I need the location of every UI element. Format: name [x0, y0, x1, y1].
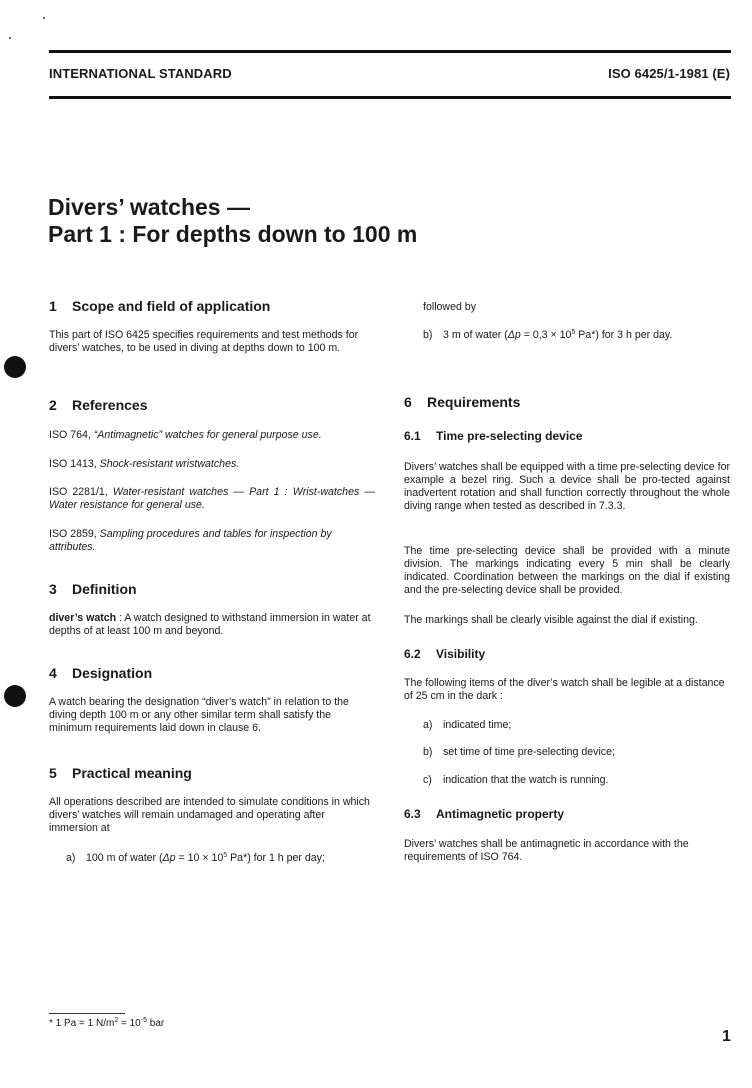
subsection-number: 6.3: [404, 807, 421, 821]
list-item: [66, 852, 325, 865]
subsection-title: Antimagnetic property: [436, 807, 565, 821]
list-marker: b): [423, 329, 433, 341]
section-2-heading: [49, 397, 148, 413]
paragraph: Divers’ watches shall be equipped with a time pre-selecting device for example a bezel ring. Such a device shall be pro-tected against inadvertent rotation and shall function correctly throughout the whole diving range when tested as described in 7.3.3.: [404, 461, 730, 512]
subsection-title: Visibility: [436, 647, 486, 661]
list-text: = 10 × 10: [175, 852, 224, 864]
delta-p-symbol: Δp: [507, 329, 521, 341]
list-text: set time of time pre-selecting device;: [443, 746, 615, 758]
section-6-heading: [404, 394, 520, 410]
list-marker: b): [423, 746, 433, 758]
page-title: [48, 194, 417, 248]
subsection-number: 6.1: [404, 429, 421, 443]
reference-item: [49, 486, 375, 512]
section-title: Designation: [72, 665, 153, 681]
title-line-1: Divers’ watches —: [48, 194, 250, 220]
section-1-heading: [49, 298, 270, 314]
list-item: [423, 719, 511, 732]
footnote-text: bar: [146, 1018, 165, 1029]
binder-hole-mark: [4, 356, 26, 378]
section-3-text: [49, 612, 375, 638]
title-line-2: Part 1 : For depths down to 100 m: [48, 221, 418, 247]
list-text: 100 m of water (: [86, 852, 163, 864]
section-1-text: This part of ISO 6425 specifies requirements and test methods for divers’ watches, to be used in diving at depths down to 100 m.: [49, 329, 359, 354]
reference-code: ISO 1413,: [49, 458, 97, 470]
section-5-text: All operations described are intended to simulate conditions in which divers’ watches will remain undamaged and operating after immersion at: [49, 796, 370, 834]
section-title: Definition: [72, 581, 137, 597]
section-3-heading: [49, 581, 137, 597]
footnote-text: * 1 Pa = 1 N/m: [49, 1018, 115, 1029]
section-number: 2: [49, 397, 57, 413]
section-4-heading: [49, 665, 152, 681]
page-number: 1: [722, 1028, 731, 1045]
footnote: [49, 1018, 164, 1029]
exponent: 5: [571, 329, 576, 336]
paragraph: The following items of the diver’s watch shall be legible at a distance of 25 cm in the dark :: [404, 677, 725, 702]
exponent: 2: [114, 1017, 119, 1024]
section-title: Scope and field of application: [72, 298, 271, 314]
list-text: indication that the watch is running.: [443, 774, 609, 786]
subsection-6-3-heading: [404, 807, 564, 821]
section-5-heading: [49, 765, 192, 781]
list-text: 3 m of water (: [443, 329, 508, 341]
list-item: [423, 774, 608, 787]
reference-code: ISO 764,: [49, 429, 91, 441]
reference-title: Shock-resistant wristwatches.: [99, 458, 240, 470]
list-item: [423, 329, 672, 342]
reference-title: Sampling procedures and tables for inspection by attributes.: [49, 528, 332, 553]
list-marker: a): [66, 852, 76, 864]
binder-hole-mark: [4, 685, 26, 707]
section-number: 3: [49, 581, 57, 597]
section-number: 4: [49, 665, 57, 681]
definition-text: : A watch designed to withstand immersion in water at depths of at least 100 m and beyond.: [49, 612, 371, 637]
reference-item: [49, 429, 375, 442]
section-number: 5: [49, 765, 57, 781]
reference-title: Water-resistant watches — Part 1 : Wrist-watches — Water resistance for general use.: [49, 486, 375, 511]
list-text: Pa*) for 1 h per day;: [227, 852, 325, 864]
subsection-6-2-heading: [404, 647, 485, 661]
paragraph: Divers’ watches shall be antimagnetic in accordance with the requirements of ISO 764.: [404, 838, 689, 863]
reference-item: [49, 528, 375, 554]
section-title: Requirements: [427, 394, 521, 410]
section-4-text: A watch bearing the designation “diver’s watch” in relation to the diving depth 100 m or any other similar term shall satisfy the minimum requirements laid down in clause 6.: [49, 696, 349, 734]
reference-code: ISO 2859,: [49, 528, 97, 540]
list-text: Pa*) for 3 h per day.: [575, 329, 673, 341]
reference-title: “Antimagnetic” watches for general purpose use.: [93, 429, 322, 441]
header-top-rule: [49, 50, 731, 53]
list-text: = 0,3 × 10: [520, 329, 572, 341]
subsection-title: Time pre-selecting device: [436, 429, 583, 443]
header-bottom-rule: [49, 96, 731, 99]
defined-term: diver’s watch: [49, 612, 117, 624]
footnote-text: = 10: [118, 1018, 141, 1029]
reference-code: ISO 2281/1,: [49, 486, 108, 498]
scan-speck: [9, 37, 11, 39]
exponent: -5: [140, 1017, 147, 1024]
reference-item: [49, 458, 375, 471]
exponent: 5: [223, 852, 228, 859]
footnote-rule: [49, 1013, 125, 1014]
list-text: indicated time;: [443, 719, 512, 731]
paragraph: The time pre-selecting device shall be provided with a minute division. The markings indicating every 5 min shall be clearly indicated. Coordination between the markings on the dial if existing and the pre-selecting device shall be provided.: [404, 545, 730, 596]
section-title: Practical meaning: [72, 765, 192, 781]
paragraph: The markings shall be clearly visible against the dial if existing.: [404, 614, 698, 626]
followed-by-text: followed by: [423, 301, 476, 313]
list-marker: c): [423, 774, 432, 786]
list-item: [423, 746, 615, 759]
section-number: 1: [49, 298, 57, 314]
section-number: 6: [404, 394, 412, 410]
list-marker: a): [423, 719, 433, 731]
delta-p-symbol: Δp: [162, 852, 176, 864]
subsection-6-1-heading: [404, 429, 583, 443]
header-standard-label: INTERNATIONAL STANDARD: [49, 66, 232, 81]
subsection-number: 6.2: [404, 647, 421, 661]
header-document-id: ISO 6425/1-1981 (E): [608, 66, 730, 81]
section-title: References: [72, 397, 148, 413]
scan-speck: [43, 17, 45, 19]
